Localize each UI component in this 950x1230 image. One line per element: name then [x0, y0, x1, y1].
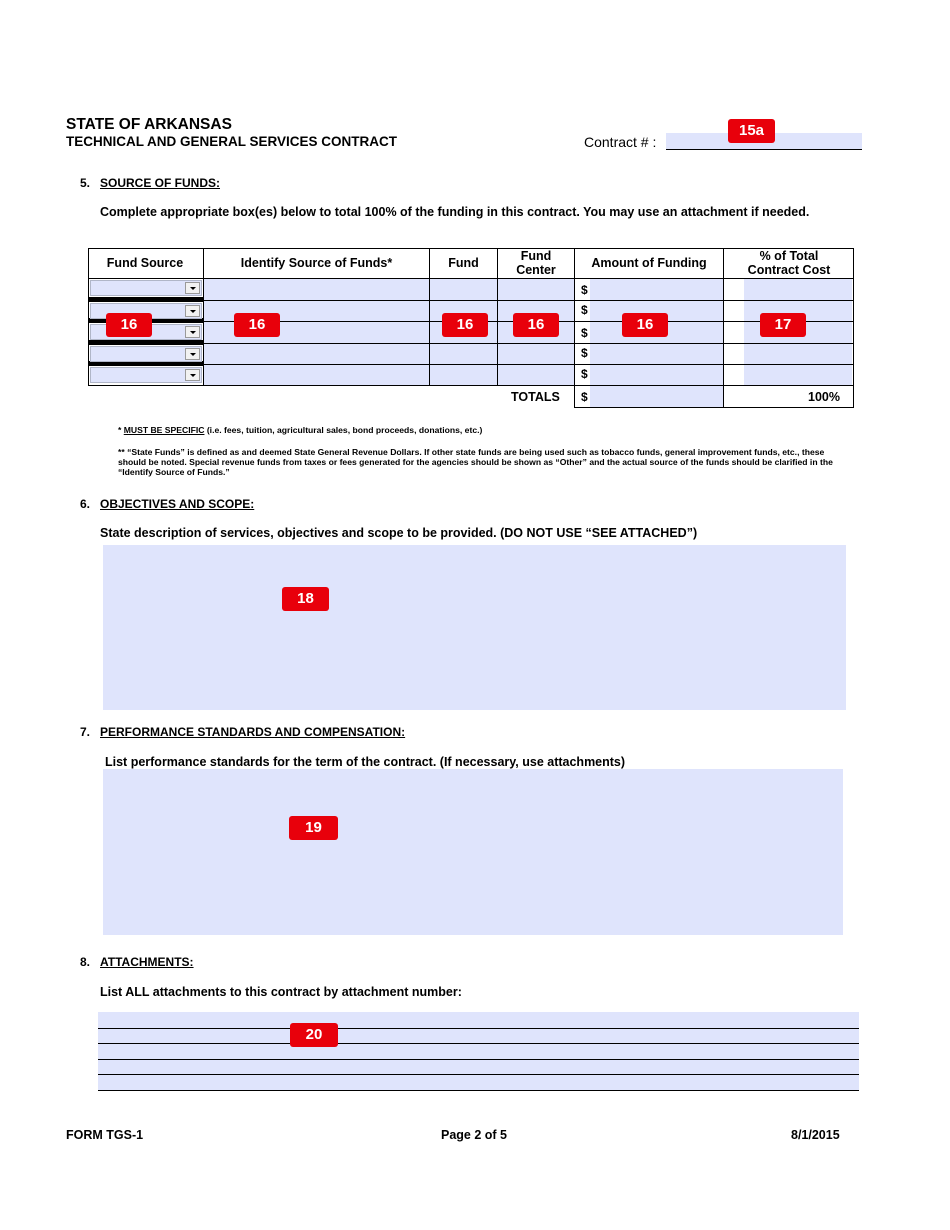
performance-standards-textarea[interactable]: [103, 769, 843, 935]
footer-page-number: Page 2 of 5: [441, 1128, 507, 1142]
marker-badge-15a: 15a: [728, 119, 775, 143]
org-title: STATE OF ARKANSAS: [66, 116, 232, 133]
chevron-down-icon[interactable]: [185, 282, 200, 294]
section-7-title: PERFORMANCE STANDARDS AND COMPENSATION:: [100, 725, 406, 739]
currency-symbol: $: [581, 303, 588, 317]
attachment-line: [98, 1090, 859, 1091]
col-fund-source: Fund Source: [106, 256, 184, 270]
currency-symbol: $: [581, 367, 588, 381]
marker-badge-16: 16: [106, 313, 152, 337]
section-7-number: 7.: [80, 725, 91, 739]
attachment-line: [98, 1028, 859, 1029]
section-8-number: 8.: [80, 955, 91, 969]
note-2: ** “State Funds” is defined as and deemed State General Revenue Dollars. If other state funds are being used such as tobacco funds, general improvement funds, etc., these should be noted. Special revenue funds from taxes or fees generated for the agencies should be shown as “Other” and the actual source of the funds should be clarified in the “Identify Source of Funds.”: [118, 447, 833, 477]
marker-badge-18: 18: [282, 587, 329, 611]
attachments-field[interactable]: [98, 1012, 859, 1090]
funding-table: [88, 248, 854, 408]
chevron-down-icon[interactable]: [185, 348, 200, 360]
footer-form-id: FORM TGS-1: [66, 1128, 144, 1142]
section-8-instructions: List ALL attachments to this contract by attachment number:: [100, 985, 462, 999]
form-title: TECHNICAL AND GENERAL SERVICES CONTRACT: [66, 134, 398, 149]
section-8-title: ATTACHMENTS:: [100, 955, 194, 969]
marker-badge-17: 17: [760, 313, 806, 337]
chevron-down-icon[interactable]: [185, 369, 200, 381]
chevron-down-icon[interactable]: [185, 305, 200, 317]
section-7-instructions: List performance standards for the term of the contract. (If necessary, use attachments): [105, 755, 626, 769]
col-fund-center: Fund Center: [516, 249, 556, 277]
marker-badge-19: 19: [289, 816, 338, 840]
amount-total-field[interactable]: [590, 386, 723, 407]
section-5-title: SOURCE OF FUNDS:: [100, 176, 220, 190]
col-amount: Amount of Funding: [591, 256, 707, 270]
attachment-line: [98, 1059, 859, 1060]
marker-badge-16: 16: [513, 313, 559, 337]
attachment-line: [98, 1074, 859, 1075]
currency-symbol: $: [581, 326, 588, 340]
col-identify-source: Identify Source of Funds*: [240, 256, 393, 270]
col-fund: Fund: [448, 256, 479, 270]
currency-symbol: $: [581, 346, 588, 360]
objectives-textarea[interactable]: [103, 545, 846, 710]
fund-source-dropdown-1[interactable]: [90, 280, 202, 296]
section-6-number: 6.: [80, 497, 91, 511]
section-5-instructions: Complete appropriate box(es) below to total 100% of the funding in this contract. You may use an attachment if needed.: [100, 205, 810, 219]
marker-badge-20: 20: [290, 1023, 338, 1047]
totals-percent: 100%: [808, 390, 840, 404]
footer-date: 8/1/2015: [791, 1128, 840, 1142]
chevron-down-icon[interactable]: [185, 326, 200, 338]
fund-source-dropdown-4[interactable]: [90, 346, 202, 362]
section-6-title: OBJECTIVES AND SCOPE:: [100, 497, 255, 511]
note-1: * MUST BE SPECIFIC (i.e. fees, tuition, agricultural sales, bond proceeds, donations, etc.): [118, 425, 483, 435]
marker-badge-16: 16: [622, 313, 668, 337]
marker-badge-16: 16: [442, 313, 488, 337]
fund-source-dropdown-5[interactable]: [90, 367, 202, 383]
currency-symbol: $: [581, 390, 588, 404]
currency-symbol: $: [581, 283, 588, 297]
section-5-number: 5.: [80, 176, 91, 190]
contract-number-label: Contract # :: [584, 134, 657, 150]
totals-label: TOTALS: [511, 390, 560, 404]
marker-badge-16: 16: [234, 313, 280, 337]
section-6-instructions: State description of services, objectives and scope to be provided. (DO NOT USE “SEE ATTACHED”): [100, 526, 698, 540]
attachment-line: [98, 1043, 859, 1044]
col-percent: % of Total Contract Cost: [747, 249, 831, 277]
